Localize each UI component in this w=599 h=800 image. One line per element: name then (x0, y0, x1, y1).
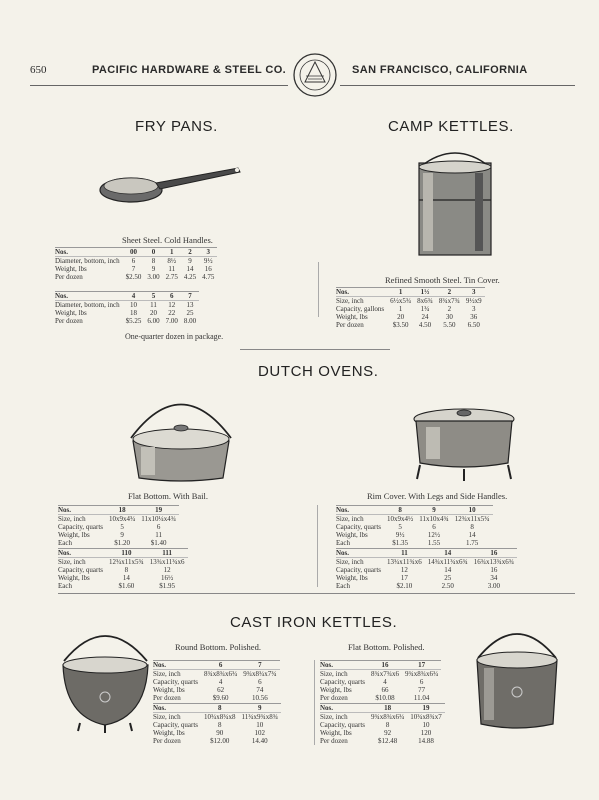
spec-cell: 8¾x8¾x6¾ (204, 670, 238, 678)
spec-row-label: Each (58, 582, 72, 590)
spec-cell: 1 (163, 248, 181, 257)
spec-cell: 14.40 (251, 737, 268, 745)
fry-pans-table-2 (55, 291, 199, 325)
spec-cell: 4.75 (202, 273, 215, 281)
spec-cell: 25 (186, 309, 194, 317)
spec-cell: 9 (120, 531, 124, 539)
dutch-ovens-left-table-2 (58, 548, 188, 590)
spec-row (58, 566, 188, 574)
spec-cell: 18 (130, 309, 138, 317)
spec-row (320, 737, 445, 745)
spec-cell: $1.60 (118, 582, 135, 590)
spec-row-label: Each (336, 539, 350, 547)
page-number: 650 (30, 64, 47, 76)
spec-row (336, 549, 517, 558)
fry-pan-illustration (98, 162, 246, 212)
spec-row (320, 661, 441, 670)
spec-cell: 7 (240, 661, 279, 670)
spec-row-label: Nos. (336, 549, 384, 558)
spec-row (153, 686, 280, 694)
spec-cell: 8 (470, 523, 474, 531)
fry-pans-table-1 (55, 247, 217, 281)
spec-row-label: Capacity, gallons (336, 305, 385, 313)
spec-row-label: Weight, lbs (55, 309, 87, 317)
city-name: SAN FRANCISCO, CALIFORNIA (352, 64, 528, 76)
spec-row-label: Weight, lbs (55, 265, 87, 273)
spec-cell: 10¾x8¾x8 (204, 713, 236, 721)
fry-pans-caption: Sheet Steel. Cold Handles. (122, 235, 213, 245)
spec-row (58, 539, 179, 547)
dutch-ovens-left-caption: Flat Bottom. With Bail. (128, 491, 209, 501)
spec-cell: 120 (420, 729, 432, 737)
spec-cell: $5.25 (125, 317, 142, 325)
spec-row-label: Size, inch (336, 558, 364, 566)
cast-iron-kettle-round-illustration (58, 625, 153, 735)
spec-row-label: Size, inch (58, 515, 86, 523)
spec-row-label: Per dozen (153, 694, 181, 702)
spec-cell: 8 (151, 257, 156, 265)
spec-row-label: Per dozen (55, 273, 83, 281)
spec-cell: 16 (471, 549, 517, 558)
spec-cell: 9¾x8¾x7¾ (243, 670, 277, 678)
spec-row (336, 506, 493, 515)
spec-row-label: Per dozen (336, 321, 364, 329)
spec-row-label: Nos. (55, 292, 123, 301)
spec-cell: $12.48 (378, 737, 398, 745)
spec-row-label: Per dozen (320, 694, 348, 702)
spec-row (336, 574, 517, 582)
spec-cell: 18 (368, 704, 407, 713)
camp-kettles-caption: Refined Smooth Steel. Tin Cover. (385, 275, 500, 285)
spec-row (55, 273, 217, 281)
spec-row-label: Nos. (320, 661, 368, 670)
spec-row (336, 566, 517, 574)
spec-cell: 7.00 (165, 317, 178, 325)
spec-cell: 12 (168, 301, 176, 309)
spec-cell: 2 (181, 248, 199, 257)
spec-cell: 6.50 (467, 321, 480, 329)
spec-cell: 7 (131, 265, 136, 273)
spec-row (336, 305, 485, 313)
spec-cell: 6½x5¾ (390, 297, 412, 305)
spec-row (336, 558, 517, 567)
spec-cell: 20 (150, 309, 158, 317)
dutch-ovens-title: DUTCH OVENS. (258, 363, 379, 380)
spec-cell: 11¾x9¾x8¾ (241, 713, 279, 721)
spec-cell: 19 (407, 704, 445, 713)
spec-cell: 12 (400, 566, 408, 574)
spec-cell: $1.40 (150, 539, 167, 547)
spec-cell: 00 (123, 248, 145, 257)
spec-row-label: Capacity, quarts (58, 523, 104, 531)
spec-cell: $3.50 (392, 321, 409, 329)
spec-row (55, 248, 217, 257)
spec-row (336, 297, 485, 306)
spec-row-label: Weight, lbs (58, 574, 90, 582)
spec-cell: 77 (418, 686, 426, 694)
spec-row-label: Capacity, quarts (320, 721, 366, 729)
spec-row (55, 292, 199, 301)
spec-cell: 5.50 (443, 321, 456, 329)
spec-row (58, 531, 179, 539)
camp-kettle-illustration (405, 145, 505, 260)
spec-cell: 2.75 (165, 273, 178, 281)
fry-pans-title: FRY PANS. (135, 118, 218, 135)
spec-cell: 12½ (427, 531, 441, 539)
spec-row-label: Per dozen (153, 737, 181, 745)
spec-row (336, 313, 485, 321)
spec-cell: 19 (138, 506, 179, 515)
spec-cell: 34 (490, 574, 498, 582)
spec-cell: 3.00 (147, 273, 160, 281)
spec-cell: 11 (150, 301, 157, 309)
spec-row-label: Weight, lbs (336, 574, 368, 582)
spec-row (58, 523, 179, 531)
spec-cell: 9¾x8¾x6¾ (371, 713, 405, 721)
spec-row-label: Diameter, bottom, inch (55, 257, 120, 265)
spec-row-label: Weight, lbs (153, 729, 185, 737)
spec-row (153, 729, 281, 737)
spec-cell: 9 (416, 506, 452, 515)
spec-cell: 11 (168, 265, 176, 273)
spec-cell: 110 (106, 549, 147, 558)
spec-cell: 24 (421, 313, 429, 321)
dutch-ovens-right-caption: Rim Cover. With Legs and Side Handles. (367, 491, 508, 501)
spec-cell: 16 (490, 566, 498, 574)
spec-cell: 4.50 (418, 321, 432, 329)
spec-row-label: Weight, lbs (336, 531, 368, 539)
header-rule-right (340, 85, 575, 86)
camp-kettles-table (336, 287, 485, 329)
spec-cell: 90 (216, 729, 224, 737)
spec-row (153, 713, 281, 722)
spec-cell: 1½ (414, 288, 436, 297)
spec-cell: 14 (468, 531, 476, 539)
spec-cell: 1.55 (427, 539, 441, 547)
spec-row (58, 582, 188, 590)
spec-cell: 8.00 (183, 317, 197, 325)
spec-cell: 16 (204, 265, 212, 273)
spec-cell: 11 (155, 531, 163, 539)
spec-cell: 10x9x4½ (387, 515, 414, 523)
spec-cell: 2 (436, 288, 463, 297)
spec-cell: 6 (432, 523, 436, 531)
spec-row (320, 694, 441, 702)
spec-cell: 13¾x11¾x6 (149, 558, 185, 566)
column-divider-bottom (314, 660, 315, 745)
spec-row-label: Nos. (320, 704, 368, 713)
spec-cell: 14 (444, 566, 452, 574)
spec-row-label: Weight, lbs (320, 729, 352, 737)
spec-cell: 17 (402, 661, 441, 670)
spec-cell: 4 (383, 678, 387, 686)
spec-cell: 9 (239, 704, 282, 713)
spec-row-label: Each (336, 582, 350, 590)
spec-cell: 14 (425, 549, 471, 558)
spec-row (55, 317, 199, 325)
spec-row (320, 729, 445, 737)
spec-cell: 0 (144, 248, 162, 257)
spec-row (153, 694, 280, 702)
kettles-left-table-2 (153, 703, 281, 745)
spec-row-label: Weight, lbs (153, 686, 185, 694)
spec-row (336, 523, 493, 531)
spec-row-label: Nos. (336, 506, 384, 515)
spec-cell: 8 (124, 566, 129, 574)
dutch-ovens-right-table-2 (336, 548, 517, 590)
spec-cell: 111 (147, 549, 188, 558)
spec-cell: 12 (163, 566, 171, 574)
dutch-oven-legs-illustration (408, 405, 520, 483)
spec-cell: 14 (122, 574, 130, 582)
spec-cell: 4 (218, 678, 223, 686)
spec-row (58, 506, 179, 515)
spec-cell: $1.95 (159, 582, 176, 590)
spec-cell: 6 (163, 292, 181, 301)
dutch-ovens-left-table-1 (58, 505, 179, 547)
spec-cell: 17 (400, 574, 408, 582)
spec-row-label: Nos. (336, 288, 387, 297)
kettles-left-caption: Round Bottom. Polished. (175, 642, 261, 652)
spec-cell: 3.00 (487, 582, 501, 590)
spec-cell: 10.56 (252, 694, 268, 702)
spec-cell: 30 (445, 313, 453, 321)
spec-row-label: Per dozen (320, 737, 348, 745)
spec-cell: 3 (199, 248, 217, 257)
spec-cell: 10 (452, 506, 493, 515)
spec-row-label: Weight, lbs (336, 313, 368, 321)
spec-row (153, 704, 281, 713)
spec-cell: 2.50 (441, 582, 454, 590)
spec-cell: 66 (381, 686, 389, 694)
spec-cell: 10 (130, 301, 138, 309)
spec-cell: 8 (385, 721, 390, 729)
spec-cell: 74 (256, 686, 264, 694)
spec-row (55, 257, 217, 266)
spec-cell: 9 (188, 257, 192, 265)
spec-cell: 8 (201, 704, 239, 713)
spec-cell: 8¾x7¾ (438, 297, 460, 305)
spec-cell: 92 (384, 729, 392, 737)
spec-row-label: Size, inch (58, 558, 86, 566)
spec-row (320, 713, 445, 722)
spec-cell: 9½ (395, 531, 405, 539)
spec-row (153, 721, 281, 729)
spec-cell: 16 (368, 661, 402, 670)
spec-cell: 14.88 (418, 737, 434, 745)
spec-cell: 4.25 (183, 273, 197, 281)
spec-cell: $10.08 (375, 694, 395, 702)
spec-row (336, 288, 485, 297)
spec-cell: 13¾x11¾x6 (387, 558, 422, 566)
spec-row-label: Size, inch (336, 515, 364, 523)
spec-row-label: Weight, lbs (58, 531, 90, 539)
spec-cell: $12.00 (210, 737, 230, 745)
spec-cell: 12¾x11x5¾ (109, 558, 144, 566)
kettles-right-table-2 (320, 703, 445, 745)
spec-cell: 6 (419, 678, 424, 686)
spec-cell: 6 (201, 661, 240, 670)
kettles-right-caption: Flat Bottom. Polished. (348, 642, 425, 652)
spec-row (153, 737, 281, 745)
spec-row-label: Nos. (153, 704, 201, 713)
spec-row (320, 670, 441, 679)
spec-cell: 4 (123, 292, 145, 301)
spec-cell: 10¾x8¾x7 (410, 713, 442, 721)
spec-cell: 8 (218, 721, 222, 729)
fry-pans-note: One-quarter dozen in package. (125, 332, 224, 341)
spec-cell: 11.04 (413, 694, 430, 702)
spec-row-label: Nos. (153, 661, 201, 670)
spec-row (153, 678, 280, 686)
spec-row-label: Size, inch (336, 297, 364, 305)
spec-row-label: Nos. (55, 248, 123, 257)
spec-cell: 2 (447, 305, 452, 313)
spec-row (320, 721, 445, 729)
spec-row (55, 301, 199, 310)
spec-cell: 5 (144, 292, 162, 301)
spec-cell: 1.75 (466, 539, 479, 547)
spec-cell: 11x10x4¾ (419, 515, 449, 523)
kettles-left-table-1 (153, 660, 280, 702)
spec-cell: 16¾x13¾x6¾ (473, 558, 515, 566)
spec-cell: 3 (472, 305, 476, 313)
column-divider-middle (317, 505, 318, 587)
spec-cell: $1.35 (392, 539, 409, 547)
cast-iron-kettles-title: CAST IRON KETTLES. (230, 614, 398, 631)
camp-kettles-title: CAMP KETTLES. (388, 118, 514, 135)
spec-row-label: Capacity, quarts (153, 721, 199, 729)
spec-row-label: Capacity, quarts (336, 566, 382, 574)
spec-row (336, 531, 493, 539)
spec-row (320, 678, 441, 686)
spec-cell: 1¾ (420, 305, 430, 313)
spec-cell: 14¾x11¾x6¾ (427, 558, 468, 566)
spec-cell: 9½ (203, 257, 213, 265)
spec-row (58, 574, 188, 582)
spec-row-label: Capacity, quarts (58, 566, 104, 574)
section-rule-1 (240, 349, 390, 350)
spec-cell: 10 (422, 721, 430, 729)
spec-row-label: Each (58, 539, 72, 547)
spec-cell: $2.50 (125, 273, 142, 281)
spec-row-label: Size, inch (320, 713, 348, 721)
spec-cell: 25 (444, 574, 452, 582)
spec-row (58, 549, 188, 558)
spec-cell: 1 (398, 305, 403, 313)
spec-cell: 5 (120, 523, 124, 531)
spec-cell: 6 (156, 523, 161, 531)
spec-cell: 20 (397, 313, 405, 321)
header-rule-left (30, 85, 288, 86)
spec-cell: $2.10 (396, 582, 413, 590)
spec-row (58, 558, 188, 567)
spec-cell: 10x9x4¾ (109, 515, 136, 523)
spec-row-label: Capacity, quarts (336, 523, 382, 531)
spec-cell: 9 (151, 265, 156, 273)
spec-cell: 8x6¾ (417, 297, 433, 305)
spec-row (336, 321, 485, 329)
spec-row-label: Size, inch (320, 670, 348, 678)
spec-row (153, 661, 280, 670)
spec-cell: 6.00 (147, 317, 160, 325)
kettles-right-table-1 (320, 660, 441, 702)
spec-cell: 8 (384, 506, 416, 515)
company-seal-icon (292, 52, 338, 98)
column-divider-top (318, 262, 319, 317)
spec-cell: 36 (470, 313, 478, 321)
spec-row-label: Per dozen (55, 317, 83, 325)
spec-row (336, 515, 493, 524)
spec-cell: 6 (258, 678, 262, 686)
spec-cell: 3 (463, 288, 485, 297)
spec-row-label: Diameter, bottom, inch (55, 301, 120, 309)
spec-cell: 11x10¼x4¾ (141, 515, 177, 523)
company-name: PACIFIC HARDWARE & STEEL CO. (92, 64, 287, 76)
spec-row (58, 515, 179, 524)
spec-cell: 5 (398, 523, 402, 531)
spec-row (320, 704, 445, 713)
spec-row-label: Size, inch (153, 713, 181, 721)
spec-row-label: Nos. (58, 549, 106, 558)
spec-cell: 1 (387, 288, 414, 297)
spec-cell: 62 (217, 686, 225, 694)
spec-cell: 14 (186, 265, 194, 273)
spec-row (320, 686, 441, 694)
spec-row (55, 265, 217, 273)
spec-cell: 11 (384, 549, 425, 558)
spec-cell: $1.20 (114, 539, 131, 547)
spec-row-label: Capacity, quarts (320, 678, 366, 686)
spec-cell: 7 (181, 292, 199, 301)
spec-cell: 8½ (167, 257, 177, 265)
spec-cell: 8¾x7¾x6 (371, 670, 400, 678)
spec-row-label: Nos. (58, 506, 106, 515)
spec-row (55, 309, 199, 317)
spec-cell: 102 (254, 729, 266, 737)
spec-cell: 6 (131, 257, 136, 265)
spec-row-label: Size, inch (153, 670, 181, 678)
spec-cell: $9.60 (212, 694, 229, 702)
spec-row (153, 670, 280, 679)
spec-cell: 13 (186, 301, 194, 309)
dutch-oven-bail-illustration (125, 383, 237, 485)
spec-cell: 22 (168, 309, 176, 317)
spec-cell: 12¾x11x5¾ (454, 515, 490, 523)
spec-cell: 10 (256, 721, 264, 729)
spec-cell: 18 (106, 506, 138, 515)
spec-row-label: Weight, lbs (320, 686, 352, 694)
section-rule-2 (58, 593, 575, 594)
spec-cell: 9¾x8¾x6¾ (405, 670, 439, 678)
spec-cell: 16½ (161, 574, 174, 582)
spec-row (336, 582, 517, 590)
cast-iron-kettle-flat-illustration (472, 622, 562, 734)
dutch-ovens-right-table-1 (336, 505, 493, 547)
spec-row-label: Capacity, quarts (153, 678, 199, 686)
spec-cell: 9½x9 (465, 297, 482, 305)
spec-row (336, 539, 493, 547)
